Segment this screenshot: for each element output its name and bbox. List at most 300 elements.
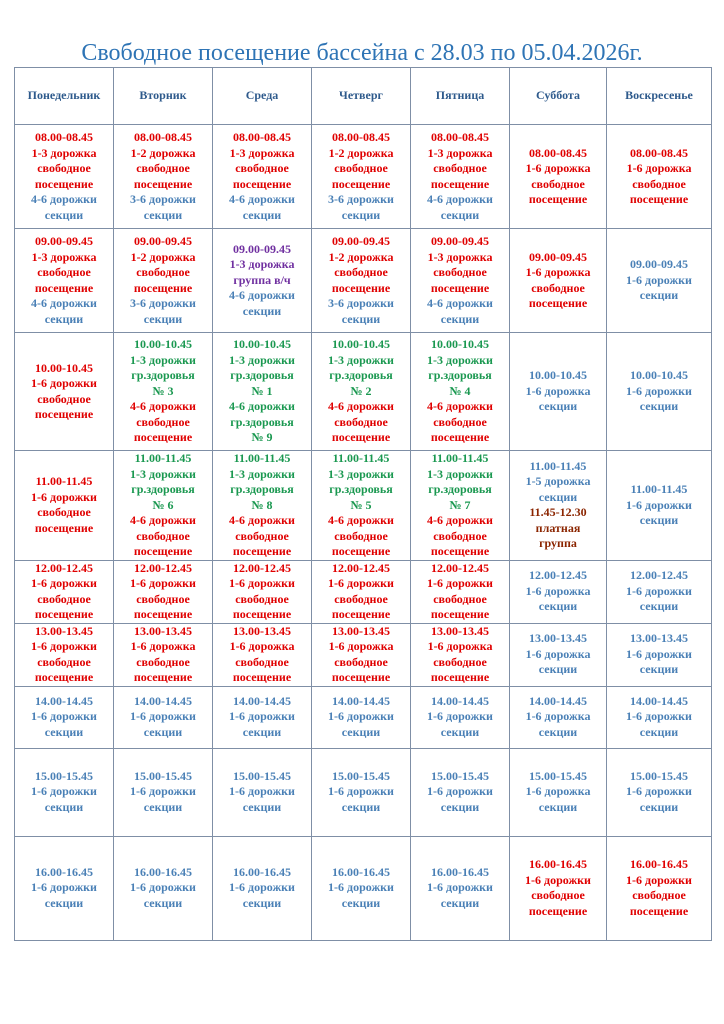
slot-line: 1-6 дорожки bbox=[229, 709, 295, 724]
slot-line: 1-6 дорожки bbox=[229, 880, 295, 895]
slot-line: 1-2 дорожка bbox=[328, 145, 394, 160]
slot-line: 12.00-12.45 bbox=[630, 568, 688, 583]
slot-line: свободное bbox=[334, 528, 388, 543]
slot-line: 10.00-10.45 bbox=[134, 337, 192, 352]
slot-line: посещение bbox=[331, 430, 391, 445]
slot-line: посещение bbox=[331, 544, 391, 558]
slot-line: 3-6 дорожки bbox=[328, 192, 394, 206]
slot-line: посещение bbox=[528, 296, 588, 310]
slot-line: 10.00-10.45 bbox=[630, 368, 688, 383]
slot-line: группа в/ч bbox=[233, 272, 291, 287]
slot-line: 12.00-12.45 bbox=[431, 560, 489, 575]
slot-line: 1-6 дорожка bbox=[525, 265, 591, 279]
slot-line: 1-6 дорожка bbox=[626, 161, 692, 175]
slot-segment bbox=[116, 624, 210, 686]
slot-line: 1-6 дорожки bbox=[130, 576, 196, 590]
slot-line: 14.00-14.45 bbox=[630, 693, 688, 708]
slot-line: 08.00-08.45 bbox=[332, 130, 390, 144]
slot-line: гр.здоровья bbox=[230, 482, 294, 496]
slot-line: № 7 bbox=[449, 497, 471, 512]
slot-segment bbox=[512, 769, 604, 816]
slot-line: 08.00-08.45 bbox=[529, 145, 587, 160]
slot-line: 1-6 дорожка bbox=[229, 639, 295, 653]
schedule-row bbox=[15, 125, 712, 229]
slot-segment bbox=[413, 561, 507, 623]
slot-line: секции bbox=[538, 662, 578, 677]
slot-line: свободное bbox=[37, 505, 91, 520]
slot-line: секции bbox=[44, 311, 84, 326]
slot-line: 10.00-10.45 bbox=[431, 337, 489, 352]
slot-line: секции bbox=[341, 207, 381, 222]
slot-line: 1-6 дорожки bbox=[328, 784, 394, 799]
slot-line: секции bbox=[143, 724, 183, 739]
slot-line: платная bbox=[535, 520, 581, 535]
slot-segment bbox=[609, 257, 709, 304]
slot-line: 1-2 дорожка bbox=[328, 249, 394, 264]
schedule-cell bbox=[15, 748, 114, 836]
schedule-cell bbox=[114, 836, 213, 940]
slot-line: 1-6 дорожки bbox=[130, 784, 196, 799]
slot-line: 15.00-15.45 bbox=[35, 768, 93, 783]
schedule-cell bbox=[510, 836, 607, 940]
slot-line: 14.00-14.45 bbox=[431, 693, 489, 708]
slot-line: 4-6 дорожки bbox=[328, 513, 394, 527]
slot-line: 4-6 дорожки bbox=[31, 296, 97, 310]
slot-line: 1-6 дорожки bbox=[31, 376, 97, 390]
slot-line: 1-6 дорожки bbox=[229, 576, 295, 590]
slot-segment bbox=[116, 296, 210, 327]
slot-line: свободное bbox=[632, 176, 686, 191]
schedule-cell bbox=[114, 125, 213, 229]
slot-line: секции bbox=[242, 303, 282, 318]
slot-line: посещение bbox=[629, 903, 689, 918]
slot-line: № 6 bbox=[152, 497, 174, 512]
slot-line: 4-6 дорожки bbox=[229, 513, 295, 527]
slot-segment bbox=[314, 192, 408, 223]
slot-line: № 1 bbox=[251, 383, 273, 398]
slot-line: секции bbox=[639, 724, 679, 739]
slot-line: свободное bbox=[531, 176, 585, 191]
schedule-cell bbox=[114, 686, 213, 748]
slot-segment bbox=[314, 865, 408, 912]
schedule-row bbox=[15, 451, 712, 561]
slot-segment bbox=[116, 561, 210, 623]
slot-segment bbox=[116, 865, 210, 912]
slot-line: посещение bbox=[34, 176, 94, 191]
slot-segment bbox=[17, 694, 111, 741]
slot-segment bbox=[413, 624, 507, 686]
slot-segment bbox=[512, 631, 604, 678]
slot-line: посещение bbox=[34, 520, 94, 535]
schedule-cell bbox=[510, 623, 607, 686]
slot-line: посещение bbox=[133, 544, 193, 558]
day-header: Воскресенье bbox=[607, 68, 712, 125]
schedule-row bbox=[15, 686, 712, 748]
slot-line: 1-3 дорожки bbox=[130, 466, 196, 481]
slot-line: 16.00-16.45 bbox=[630, 857, 688, 871]
slot-segment bbox=[116, 130, 210, 192]
day-header: Вторник bbox=[114, 68, 213, 125]
slot-line: гр.здоровья bbox=[131, 482, 195, 496]
slot-line: посещение bbox=[430, 430, 490, 445]
slot-line: секции bbox=[143, 799, 183, 814]
schedule-cell bbox=[15, 229, 114, 333]
slot-line: № 3 bbox=[152, 383, 174, 398]
slot-line: свободное bbox=[433, 591, 487, 606]
schedule-cell bbox=[312, 125, 411, 229]
slot-line: свободное bbox=[433, 265, 487, 279]
schedule-cell bbox=[213, 560, 312, 623]
schedule-cell bbox=[312, 686, 411, 748]
slot-line: свободное bbox=[37, 591, 91, 606]
slot-line: 15.00-15.45 bbox=[332, 768, 390, 783]
slot-line: секции bbox=[538, 724, 578, 739]
slot-line: 4-6 дорожки bbox=[31, 192, 97, 206]
slot-segment bbox=[413, 513, 507, 560]
schedule-row bbox=[15, 836, 712, 940]
slot-segment bbox=[314, 130, 408, 192]
slot-line: 12.00-12.45 bbox=[332, 560, 390, 575]
slot-line: 1-3 дорожки bbox=[130, 352, 196, 367]
slot-line: секции bbox=[440, 311, 480, 326]
slot-segment bbox=[609, 694, 709, 741]
slot-line: № 2 bbox=[350, 383, 372, 398]
schedule-cell bbox=[510, 560, 607, 623]
slot-line: 1-6 дорожки bbox=[525, 872, 591, 887]
slot-line: посещение bbox=[232, 176, 292, 191]
schedule-row bbox=[15, 748, 712, 836]
slot-segment bbox=[413, 865, 507, 912]
slot-segment bbox=[413, 451, 507, 513]
slot-line: гр.здоровья bbox=[428, 482, 492, 496]
slot-line: свободное bbox=[136, 414, 190, 429]
slot-line: свободное bbox=[531, 280, 585, 295]
slot-line: 13.00-13.45 bbox=[630, 631, 688, 646]
slot-line: посещение bbox=[528, 903, 588, 918]
slot-line: 13.00-13.45 bbox=[332, 623, 390, 638]
slot-line: 12.00-12.45 bbox=[529, 568, 587, 583]
slot-line: посещение bbox=[331, 280, 391, 295]
slot-line: 15.00-15.45 bbox=[134, 768, 192, 783]
slot-segment bbox=[512, 146, 604, 208]
slot-line: 1-2 дорожка bbox=[130, 249, 196, 264]
slot-line: гр.здоровья bbox=[230, 368, 294, 383]
slot-line: 1-6 дорожки bbox=[31, 880, 97, 895]
slot-line: 4-6 дорожки bbox=[229, 399, 295, 414]
slot-line: 1-6 дорожки bbox=[31, 489, 97, 504]
schedule-cell bbox=[607, 333, 712, 451]
slot-line: 13.00-13.45 bbox=[431, 623, 489, 638]
schedule-cell bbox=[312, 333, 411, 451]
slot-segment bbox=[116, 451, 210, 513]
slot-line: свободное bbox=[136, 591, 190, 606]
slot-line: 1-6 дорожки bbox=[626, 383, 692, 398]
slot-line: 1-3 дорожка bbox=[427, 145, 493, 160]
slot-line: 16.00-16.45 bbox=[134, 864, 192, 879]
slot-line: свободное bbox=[37, 161, 91, 175]
slot-line: 15.00-15.45 bbox=[233, 768, 291, 783]
schedule-cell bbox=[607, 451, 712, 561]
schedule-cell bbox=[312, 748, 411, 836]
slot-line: 12.00-12.45 bbox=[233, 560, 291, 575]
slot-line: 4-6 дорожки bbox=[130, 513, 196, 527]
schedule-cell bbox=[411, 125, 510, 229]
slot-line: 08.00-08.45 bbox=[233, 130, 291, 144]
slot-segment bbox=[116, 234, 210, 296]
slot-segment bbox=[314, 513, 408, 560]
slot-line: секции bbox=[242, 895, 282, 910]
slot-line: посещение bbox=[331, 607, 391, 621]
slot-segment bbox=[116, 337, 210, 399]
slot-line: посещение bbox=[629, 192, 689, 206]
slot-line: № 9 bbox=[251, 430, 273, 445]
slot-line: свободное bbox=[235, 591, 289, 606]
slot-line: 09.00-09.45 bbox=[431, 234, 489, 248]
slot-line: секции bbox=[639, 513, 679, 527]
slot-line: 11.00-11.45 bbox=[431, 451, 489, 465]
slot-line: гр.здоровья bbox=[131, 368, 195, 383]
slot-line: 1-3 дорожки bbox=[427, 466, 493, 481]
slot-line: 15.00-15.45 bbox=[431, 768, 489, 783]
slot-line: секции bbox=[44, 799, 84, 814]
schedule-cell bbox=[607, 623, 712, 686]
slot-line: посещение bbox=[232, 670, 292, 684]
slot-segment bbox=[413, 234, 507, 296]
slot-line: 1-6 дорожка bbox=[525, 709, 591, 724]
slot-segment bbox=[116, 399, 210, 446]
slot-line: 4-6 дорожки bbox=[427, 399, 493, 414]
schedule-cell bbox=[114, 748, 213, 836]
schedule-cell bbox=[411, 748, 510, 836]
day-header: Понедельник bbox=[15, 68, 114, 125]
slot-line: 4-6 дорожки bbox=[130, 399, 196, 414]
slot-line: посещение bbox=[430, 544, 490, 558]
schedule-cell bbox=[510, 451, 607, 561]
slot-line: посещение bbox=[133, 607, 193, 621]
slot-line: № 4 bbox=[449, 383, 471, 398]
day-header: Четверг bbox=[312, 68, 411, 125]
slot-line: секции bbox=[341, 895, 381, 910]
slot-line: 1-6 дорожки bbox=[427, 576, 493, 590]
slot-segment bbox=[215, 288, 309, 319]
schedule-cell bbox=[510, 333, 607, 451]
slot-line: 11.00-11.45 bbox=[134, 451, 192, 465]
slot-line: гр.здоровья bbox=[329, 482, 393, 496]
slot-line: посещение bbox=[133, 176, 193, 191]
schedule-cell bbox=[15, 623, 114, 686]
slot-segment bbox=[413, 192, 507, 223]
schedule-cell bbox=[510, 686, 607, 748]
slot-line: 11.00-11.45 bbox=[332, 451, 390, 465]
schedule-row bbox=[15, 229, 712, 333]
slot-line: свободное bbox=[235, 161, 289, 175]
slot-line: 09.00-09.45 bbox=[134, 234, 192, 248]
slot-segment bbox=[17, 192, 111, 223]
slot-line: свободное bbox=[136, 265, 190, 279]
slot-line: 10.00-10.45 bbox=[332, 337, 390, 352]
slot-line: 16.00-16.45 bbox=[35, 864, 93, 879]
slot-segment bbox=[314, 769, 408, 816]
slot-line: группа bbox=[539, 536, 577, 551]
slot-line: секции bbox=[341, 724, 381, 739]
slot-segment bbox=[116, 513, 210, 560]
slot-segment bbox=[17, 296, 111, 327]
schedule-cell bbox=[213, 836, 312, 940]
slot-line: свободное bbox=[334, 591, 388, 606]
slot-segment bbox=[314, 561, 408, 623]
slot-line: гр.здоровья bbox=[230, 414, 294, 429]
slot-segment bbox=[512, 250, 604, 312]
slot-line: 1-6 дорожки bbox=[427, 880, 493, 895]
slot-line: секции bbox=[538, 399, 578, 414]
slot-line: 1-6 дорожки bbox=[626, 646, 692, 661]
slot-segment bbox=[314, 234, 408, 296]
schedule-cell bbox=[510, 748, 607, 836]
slot-segment bbox=[116, 192, 210, 223]
slot-segment bbox=[17, 234, 111, 296]
slot-segment bbox=[314, 694, 408, 741]
slot-line: 15.00-15.45 bbox=[529, 768, 587, 783]
slot-line: 14.00-14.45 bbox=[233, 693, 291, 708]
slot-line: 1-3 дорожка bbox=[229, 145, 295, 160]
schedule-cell bbox=[15, 451, 114, 561]
slot-line: гр.здоровья bbox=[428, 368, 492, 383]
slot-segment bbox=[17, 865, 111, 912]
schedule-cell bbox=[607, 836, 712, 940]
slot-line: 4-6 дорожки bbox=[427, 513, 493, 527]
slot-line: 4-6 дорожки bbox=[229, 288, 295, 303]
slot-line: 09.00-09.45 bbox=[529, 249, 587, 264]
slot-segment bbox=[609, 368, 709, 415]
schedule-cell bbox=[312, 560, 411, 623]
slot-line: 11.00-11.45 bbox=[630, 482, 688, 496]
slot-line: секции bbox=[639, 288, 679, 303]
schedule-cell bbox=[411, 623, 510, 686]
slot-line: гр.здоровья bbox=[329, 368, 393, 383]
slot-line: свободное bbox=[433, 528, 487, 543]
schedule-cell bbox=[312, 623, 411, 686]
slot-line: 1-6 дорожки bbox=[626, 583, 692, 598]
slot-line: секции bbox=[639, 399, 679, 414]
slot-line: 1-6 дорожки bbox=[626, 872, 692, 887]
slot-line: посещение bbox=[430, 176, 490, 191]
schedule-cell bbox=[114, 229, 213, 333]
slot-line: секции bbox=[440, 207, 480, 222]
slot-line: посещение bbox=[232, 607, 292, 621]
slot-segment bbox=[413, 694, 507, 741]
slot-line: 3-6 дорожки bbox=[130, 192, 196, 206]
schedule-cell bbox=[607, 229, 712, 333]
schedule-row bbox=[15, 333, 712, 451]
slot-line: 08.00-08.45 bbox=[35, 130, 93, 144]
schedule-cell bbox=[312, 451, 411, 561]
slot-line: 4-6 дорожки bbox=[427, 192, 493, 206]
schedule-cell bbox=[607, 686, 712, 748]
slot-line: 1-3 дорожка bbox=[229, 257, 295, 272]
slot-line: 1-6 дорожки bbox=[626, 784, 692, 799]
slot-segment bbox=[17, 361, 111, 423]
slot-line: 14.00-14.45 bbox=[529, 693, 587, 708]
slot-line: секции bbox=[341, 311, 381, 326]
slot-line: 1-6 дорожка bbox=[525, 161, 591, 175]
slot-segment bbox=[215, 694, 309, 741]
schedule-cell bbox=[15, 686, 114, 748]
slot-line: секции bbox=[538, 599, 578, 614]
schedule-table bbox=[14, 67, 712, 941]
schedule-cell bbox=[114, 560, 213, 623]
slot-segment bbox=[215, 130, 309, 192]
schedule-cell bbox=[411, 333, 510, 451]
schedule-cell bbox=[213, 229, 312, 333]
schedule-row bbox=[15, 623, 712, 686]
slot-line: секции bbox=[538, 489, 578, 504]
slot-line: 1-6 дорожки bbox=[626, 272, 692, 287]
slot-line: 1-3 дорожки bbox=[328, 466, 394, 481]
slot-line: 16.00-16.45 bbox=[233, 864, 291, 879]
slot-line: 1-6 дорожка bbox=[525, 583, 591, 598]
schedule-cell bbox=[213, 686, 312, 748]
slot-line: посещение bbox=[528, 192, 588, 206]
slot-line: 16.00-16.45 bbox=[529, 857, 587, 871]
slot-line: секции bbox=[440, 724, 480, 739]
slot-line: 4-6 дорожки bbox=[427, 296, 493, 310]
slot-segment bbox=[314, 624, 408, 686]
slot-segment bbox=[314, 399, 408, 446]
slot-line: посещение bbox=[133, 670, 193, 684]
slot-segment bbox=[17, 769, 111, 816]
schedule-cell bbox=[411, 836, 510, 940]
slot-line: посещение bbox=[430, 280, 490, 295]
schedule-cell bbox=[114, 333, 213, 451]
slot-line: 16.00-16.45 bbox=[332, 864, 390, 879]
slot-line: 1-6 дорожка bbox=[427, 639, 493, 653]
slot-segment bbox=[609, 482, 709, 529]
schedule-cell bbox=[213, 451, 312, 561]
slot-line: свободное bbox=[37, 265, 91, 279]
slot-segment bbox=[512, 694, 604, 741]
slot-segment bbox=[116, 694, 210, 741]
slot-line: № 5 bbox=[350, 497, 372, 512]
slot-line: 12.00-12.45 bbox=[35, 560, 93, 575]
schedule-cell bbox=[607, 560, 712, 623]
schedule-cell bbox=[510, 125, 607, 229]
schedule-cell bbox=[114, 623, 213, 686]
slot-line: 14.00-14.45 bbox=[35, 693, 93, 708]
slot-line: посещение bbox=[430, 670, 490, 684]
schedule-body bbox=[15, 125, 712, 941]
slot-line: секции bbox=[143, 207, 183, 222]
slot-line: 1-3 дорожка bbox=[31, 249, 97, 264]
slot-line: секции bbox=[143, 895, 183, 910]
slot-line: свободное bbox=[136, 528, 190, 543]
schedule-cell bbox=[411, 560, 510, 623]
slot-line: 09.00-09.45 bbox=[332, 234, 390, 248]
slot-segment bbox=[609, 631, 709, 678]
slot-line: секции bbox=[639, 799, 679, 814]
slot-line: 1-3 дорожки bbox=[427, 352, 493, 367]
slot-segment bbox=[512, 459, 604, 506]
schedule-cell bbox=[15, 836, 114, 940]
slot-line: посещение bbox=[133, 430, 193, 445]
slot-segment bbox=[512, 857, 604, 919]
slot-line: 13.00-13.45 bbox=[529, 631, 587, 646]
schedule-cell bbox=[213, 333, 312, 451]
slot-line: свободное bbox=[136, 654, 190, 669]
slot-line: 10.00-10.45 bbox=[233, 337, 291, 352]
page-title: Свободное посещение бассейна с 28.03 по 05.04.2026г. bbox=[81, 40, 643, 66]
slot-line: 11.00-11.45 bbox=[35, 474, 93, 489]
slot-line: посещение bbox=[133, 280, 193, 295]
